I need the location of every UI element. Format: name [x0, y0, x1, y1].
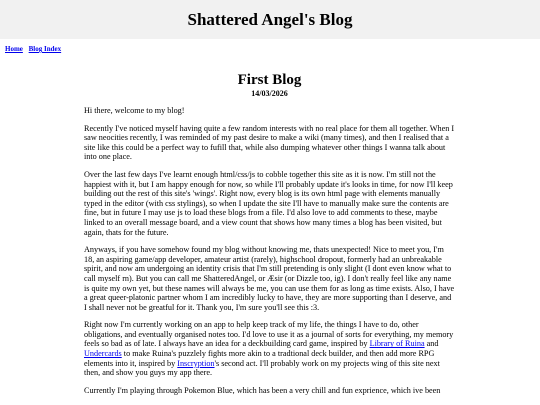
- nav-bar: [0, 39, 540, 53]
- nav-blog-index-link[interactable]: Blog Index: [28, 45, 62, 53]
- paragraph-text: and: [424, 339, 439, 349]
- post-paragraph: [84, 320, 455, 378]
- blog-post: [84, 73, 455, 395]
- library-of-ruina-link[interactable]: Library of Ruina: [369, 339, 425, 349]
- post-date: 14/03/2026: [251, 89, 288, 98]
- site-title: Shattered Angel's Blog: [187, 9, 353, 29]
- nav-home-link[interactable]: Home: [5, 45, 23, 53]
- post-paragraph: Hi there, welcome to my blog!: [84, 106, 185, 115]
- paragraph-text: 's second act. I'll probably work on my projects wing of this site next then, and show you guys my app there.: [84, 358, 440, 378]
- post-title: First Blog: [237, 72, 302, 88]
- post-paragraph: Anyways, if you have somehow found my blog without knowing me, thats unexpected! Nice to meet you, I'm 18, an aspiring game/app developer, amateur artist (rarely), highschool dropout, formerly had an unbreakable spirit, and now am undergoing an identity crisis that I'm still pretending is only slight (I dont even know what to call myself rn). But you can call me ShatteredAngel, or Æsir (or Dizzle too, ig). I don't really feel like any name is quite my own yet, but these names will always be me, you can use them for as long as time exists. Also, I have a great queer-platonic partner whom I am incredibly lucky to have, they are more supporting than I deserve, and I shall never not be greatful for it. Thank you, I'm sure you'll see this :3.: [84, 245, 455, 312]
- inscryption-link[interactable]: Inscryption: [177, 358, 215, 368]
- post-paragraph: Recently I've noticed myself having quite a few random interests with no real place for them all together. When I saw neocities recently, I was reminded of my past desire to make a wiki (many times), and then I realised that a site like this could be a perfect way to fufill that, while also dumping whatever other things I wanna talk about into one place.: [84, 123, 455, 162]
- post-paragraph: Currently I'm playing through Pokemon Blue, which has been a very chill and fun exprience, which ive been: [84, 385, 441, 395]
- site-header: [0, 0, 540, 39]
- post-paragraph: Over the last few days I've learnt enough html/css/js to cobble together this site as it is now. I'm still not the happiest with it, but I am happy enough for now, so while I'll probably update it's looks in time, for now I'll keep building out the rest of this site's 'wings'. Right now, every blog is its own html page with elements manually typed in the editor (with css stylings), so when I update the site I'll have to manually make sure the contents are fine, but in future I may use js to load these blogs from a file. I'd also love to add comments to these, maybe linked to an overall message board, and a view count that shows how many times a blog has been visited, but again, thats for the future.: [84, 169, 453, 237]
- paragraph-text: to make Ruina's puzzlely fights more akin to a tradtional deck builder, and then add more RPG elements into it, inspired by: [84, 349, 435, 368]
- undercards-link[interactable]: Undercards: [84, 349, 122, 359]
- paragraph-text: Right now I'm currently working on an app to help keep track of my life, the things I have to do, other obligations, and eventually organised notes too. I'd love to use it as a journal of sorts for everything, my memory feels so bad as of late. I always have an idea for a deckbuilding card game, inspired by: [84, 320, 454, 349]
